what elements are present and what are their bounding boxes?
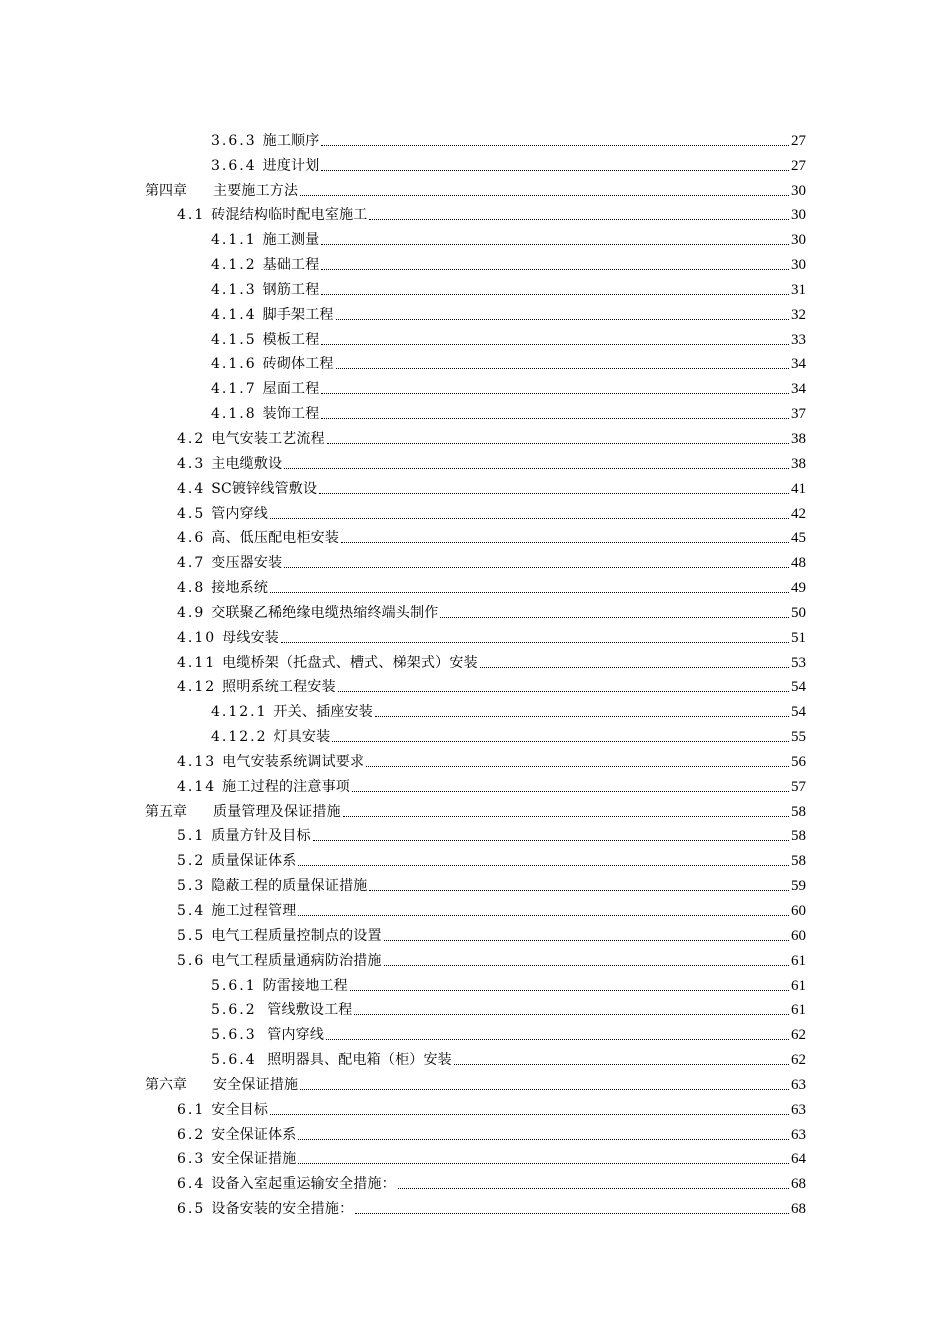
toc-entry[interactable]	[145, 249, 806, 274]
toc-dot-leader	[440, 616, 789, 618]
toc-entry-text: 砖砌体工程	[262, 356, 334, 373]
toc-page-number: 58	[791, 828, 806, 845]
toc-dot-leader	[321, 392, 789, 394]
toc-page-number: 58	[791, 853, 806, 870]
toc-entry[interactable]	[145, 945, 806, 970]
toc-dot-leader	[284, 467, 789, 469]
toc-dot-leader	[343, 815, 789, 817]
toc-dot-leader	[321, 144, 789, 146]
toc-entry-text: 变压器安装	[211, 555, 283, 572]
toc-entry-number: 4.1.1	[211, 232, 257, 249]
toc-page-number: 61	[791, 952, 806, 969]
toc-entry[interactable]	[145, 175, 806, 200]
toc-page-number: 62	[791, 1027, 806, 1044]
toc-page-number: 55	[791, 729, 806, 746]
toc-dot-leader	[336, 367, 789, 369]
toc-page-number: 63	[791, 1101, 806, 1118]
toc-entry[interactable]	[145, 324, 806, 349]
toc-page-number: 27	[791, 132, 806, 149]
toc-entry-number: 6.1	[177, 1101, 206, 1118]
toc-entry-text: 主电缆敷设	[211, 455, 283, 472]
toc-entry[interactable]	[145, 423, 806, 448]
toc-page-number: 42	[791, 505, 806, 522]
toc-entry-title	[211, 977, 348, 995]
toc-dot-leader	[326, 1038, 789, 1040]
toc-entry[interactable]	[145, 895, 806, 920]
toc-entry-title	[211, 728, 330, 746]
toc-entry-number: 6.4	[177, 1176, 206, 1193]
toc-page-number: 68	[791, 1176, 806, 1193]
toc-entry[interactable]	[145, 1019, 806, 1044]
toc-entry-text: 主要施工方法	[213, 182, 299, 199]
toc-page-number: 31	[791, 281, 806, 298]
toc-page-number: 34	[791, 381, 806, 398]
toc-entry-text: 管内穿线	[211, 505, 269, 522]
toc-page-number: 61	[791, 977, 806, 994]
toc-entry-text: 接地系统	[211, 580, 269, 597]
toc-entry-title	[177, 678, 336, 696]
toc-dot-leader	[319, 492, 789, 494]
toc-entry-text: 施工测量	[262, 232, 320, 249]
toc-entry-text: 电气工程质量通病防治措施	[211, 952, 382, 969]
toc-entry-title	[177, 554, 282, 572]
toc-page-number: 68	[791, 1201, 806, 1218]
toc-dot-leader	[313, 839, 789, 841]
toc-entry[interactable]	[145, 1069, 806, 1094]
toc-page-number: 57	[791, 778, 806, 795]
toc-entry-number: 6.2	[177, 1126, 206, 1143]
toc-page-number: 60	[791, 927, 806, 944]
toc-page-number: 51	[791, 629, 806, 646]
toc-entry-text: 开关、插座安装	[273, 704, 373, 721]
toc-entry-text: 设备入室起重运输安全措施：	[211, 1176, 396, 1193]
toc-entry-text: 质量管理及保证措施	[213, 803, 341, 820]
toc-entry-number: 第六章	[145, 1076, 187, 1093]
toc-entry-title	[177, 430, 325, 448]
toc-page-number: 41	[791, 480, 806, 497]
toc-entry[interactable]	[145, 845, 806, 870]
toc-entry-number: 6.3	[177, 1151, 206, 1168]
toc-page-number: 49	[791, 580, 806, 597]
toc-entry-number: 4.3	[177, 455, 206, 472]
toc-entry-title	[177, 529, 339, 547]
toc-entry[interactable]	[145, 970, 806, 995]
toc-entry-title	[177, 604, 438, 622]
toc-entry-title	[177, 1101, 268, 1119]
toc-entry-number: 5.6.3	[211, 1027, 257, 1044]
toc-dot-leader	[338, 690, 789, 692]
toc-dot-leader	[369, 889, 789, 891]
toc-entry[interactable]	[145, 274, 806, 299]
toc-entry-number: 4.4	[177, 480, 206, 497]
toc-entry-text: 质量方针及目标	[211, 828, 311, 845]
toc-entry-number: 4.2	[177, 430, 206, 447]
toc-entry-number: 5.3	[177, 878, 206, 895]
toc-entry[interactable]	[145, 647, 806, 672]
toc-entry-number: 4.11	[177, 654, 217, 671]
toc-entry[interactable]	[145, 398, 806, 423]
toc-dot-leader	[321, 169, 789, 171]
toc-entry-title	[177, 455, 282, 473]
toc-page-number: 30	[791, 257, 806, 274]
toc-entry-title	[211, 1026, 324, 1044]
toc-dot-leader	[298, 864, 789, 866]
toc-entry-title	[177, 505, 268, 523]
toc-entry-text: 高、低压配电柜安装	[211, 530, 340, 547]
toc-entry-number: 4.6	[177, 530, 206, 547]
toc-dot-leader	[384, 939, 789, 941]
toc-entry-number: 5.2	[177, 853, 206, 870]
toc-entry-text: 照明器具、配电箱（柜）安装	[262, 1052, 452, 1069]
toc-page-number: 50	[791, 604, 806, 621]
toc-entry-title	[177, 902, 296, 920]
toc-entry-number: 5.6.2	[211, 1002, 257, 1019]
toc-entry[interactable]	[145, 448, 806, 473]
toc-entry-text: 装饰工程	[262, 406, 320, 423]
toc-page-number: 34	[791, 356, 806, 373]
toc-entry-number: 4.1.8	[211, 406, 257, 423]
toc-entry[interactable]	[145, 1144, 806, 1169]
toc-entry-title	[211, 1001, 352, 1019]
toc-entry[interactable]	[145, 597, 806, 622]
toc-entry[interactable]	[145, 721, 806, 746]
toc-entry-number: 4.8	[177, 580, 206, 597]
toc-entry-title	[177, 778, 350, 796]
toc-entry[interactable]	[145, 1193, 806, 1218]
toc-page-number: 62	[791, 1052, 806, 1069]
toc-entry-text: 母线安装	[222, 629, 279, 646]
toc-entry[interactable]	[145, 995, 806, 1020]
toc-entry-title	[177, 753, 364, 771]
toc-entry-number: 4.10	[177, 629, 217, 646]
toc-entry-text: 管线敷设工程	[262, 1002, 353, 1019]
toc-entry[interactable]	[145, 547, 806, 572]
toc-page-number: 30	[791, 207, 806, 224]
toc-dot-leader	[281, 641, 789, 643]
toc-entry-title	[177, 1175, 396, 1193]
toc-dot-leader	[350, 989, 789, 991]
toc-entry-text: 安全目标	[211, 1101, 269, 1118]
toc-page-number: 30	[791, 232, 806, 249]
toc-entry-title	[177, 877, 367, 895]
toc-page-number: 48	[791, 555, 806, 572]
toc-entry[interactable]	[145, 696, 806, 721]
toc-entry-number: 4.13	[177, 753, 217, 770]
toc-page-number: 30	[791, 182, 806, 199]
toc-entry-title	[211, 132, 319, 150]
toc-entry[interactable]	[145, 672, 806, 697]
toc-entry[interactable]	[145, 125, 806, 150]
toc-dot-leader	[284, 566, 789, 568]
toc-entry-title	[211, 1051, 452, 1069]
toc-entry-text: 施工过程管理	[211, 903, 297, 919]
toc-entry-title	[177, 927, 382, 945]
toc-dot-leader	[332, 740, 789, 742]
toc-entry-title	[177, 1150, 296, 1168]
toc-entry-text: 安全保证措施	[213, 1076, 299, 1093]
toc-dot-leader	[355, 1212, 789, 1214]
toc-entry[interactable]	[145, 622, 806, 647]
toc-page-number: 33	[791, 331, 806, 348]
toc-entry-number: 5.4	[177, 903, 206, 919]
toc-entry-title	[177, 827, 311, 845]
toc-dot-leader	[298, 1138, 789, 1140]
toc-page-number: 63	[791, 1126, 806, 1143]
toc-entry-text: 基础工程	[262, 257, 320, 274]
toc-page-number: 54	[791, 704, 806, 721]
toc-entry-title	[177, 1126, 296, 1144]
toc-entry-text: 电缆桥架（托盘式、槽式、梯架式）安装	[222, 654, 478, 671]
toc-entry-title	[211, 231, 319, 249]
toc-page-number: 54	[791, 679, 806, 696]
toc-page-number: 56	[791, 753, 806, 770]
toc-dot-leader	[321, 417, 789, 419]
toc-dot-leader	[352, 790, 789, 792]
toc-entry-number: 第四章	[145, 182, 187, 199]
toc-entry-number: 第五章	[145, 803, 187, 820]
toc-dot-leader	[298, 1162, 789, 1164]
toc-page-number: 38	[791, 455, 806, 472]
toc-entry-text: 施工顺序	[262, 132, 320, 149]
toc-entry-title	[177, 629, 279, 647]
toc-entry-title	[177, 654, 478, 672]
toc-entry-title	[211, 157, 319, 175]
toc-entry-number: 4.1.7	[211, 381, 257, 398]
toc-dot-leader	[480, 666, 789, 668]
toc-entry-title	[211, 331, 319, 349]
toc-dot-leader	[336, 318, 789, 320]
toc-entry-text: 砖混结构临时配电室施工	[211, 207, 368, 224]
toc-entry-text: 设备安装的安全措施：	[211, 1201, 354, 1218]
toc-entry[interactable]	[145, 920, 806, 945]
toc-dot-leader	[321, 268, 789, 270]
toc-dot-leader	[300, 1088, 789, 1090]
toc-entry[interactable]	[145, 349, 806, 374]
toc-page-number: 38	[791, 430, 806, 447]
toc-entry-number: 4.12	[177, 679, 217, 696]
toc-entry-text: SC镀锌线管敷设	[211, 480, 318, 497]
toc-entry[interactable]	[145, 473, 806, 498]
toc-entry-number: 5.5	[177, 927, 206, 944]
toc-entry[interactable]	[145, 200, 806, 225]
toc-entry[interactable]	[145, 299, 806, 324]
toc-entry[interactable]	[145, 870, 806, 895]
toc-dot-leader	[369, 218, 789, 220]
toc-entry-title	[145, 182, 298, 200]
toc-dot-leader	[321, 293, 789, 295]
toc-entry-text: 电气安装工艺流程	[211, 430, 325, 447]
toc-page-number: 60	[791, 903, 806, 919]
toc-dot-leader	[270, 517, 789, 519]
toc-dot-leader	[454, 1063, 789, 1065]
toc-page-number: 59	[791, 878, 806, 895]
toc-entry-title	[211, 256, 319, 274]
toc-entry-text: 隐蔽工程的质量保证措施	[211, 878, 368, 895]
toc-dot-leader	[341, 541, 789, 543]
toc-entry-text: 管内穿线	[262, 1027, 325, 1044]
toc-page-number: 45	[791, 530, 806, 547]
toc-entry-title	[177, 952, 382, 970]
toc-entry[interactable]	[145, 523, 806, 548]
toc-page-number: 64	[791, 1151, 806, 1168]
toc-entry-text: 安全保证体系	[211, 1126, 297, 1143]
toc-dot-leader	[300, 194, 789, 196]
toc-page-number: 53	[791, 654, 806, 671]
toc-entry-text: 进度计划	[262, 157, 320, 174]
toc-entry-number: 4.1.4	[211, 306, 257, 323]
toc-entry[interactable]	[145, 498, 806, 523]
toc-entry-text: 安全保证措施	[211, 1151, 297, 1168]
toc-entry-text: 电气安装系统调试要求	[222, 753, 365, 770]
toc-entry-number: 4.5	[177, 505, 206, 522]
toc-entry-number: 5.1	[177, 828, 206, 845]
toc-page-number: 27	[791, 157, 806, 174]
toc-entry[interactable]	[145, 1119, 806, 1144]
toc-dot-leader	[384, 964, 789, 966]
toc-entry-number: 4.12.2	[211, 729, 268, 746]
toc-dot-leader	[366, 765, 789, 767]
toc-entry-text: 防雷接地工程	[262, 977, 348, 994]
toc-entry-number: 4.1.6	[211, 356, 257, 373]
toc-entry-number: 4.12.1	[211, 704, 268, 721]
toc-dot-leader	[298, 914, 789, 916]
toc-entry-number: 4.14	[177, 778, 217, 795]
toc-entry-text: 交联聚乙稀绝缘电缆热缩终端头制作	[211, 604, 439, 621]
toc-entry[interactable]	[145, 1044, 806, 1069]
toc-entry-number: 4.9	[177, 604, 206, 621]
toc-dot-leader	[327, 442, 789, 444]
toc-entry-title	[211, 380, 319, 398]
toc-entry-title	[145, 803, 341, 821]
toc-entry-text: 质量保证体系	[211, 853, 297, 870]
toc-entry-text: 电气工程质量控制点的设置	[211, 927, 382, 944]
toc-entry[interactable]	[145, 373, 806, 398]
toc-page-number: 61	[791, 1002, 806, 1019]
toc-entry-number: 4.1	[177, 207, 206, 224]
toc-entry-text: 施工过程的注意事项	[222, 778, 350, 795]
toc-dot-leader	[375, 715, 789, 717]
toc-entry-title	[211, 355, 334, 373]
toc-entry-number: 3.6.3	[211, 132, 257, 149]
toc-entry[interactable]	[145, 821, 806, 846]
toc-dot-leader	[354, 1013, 789, 1015]
toc-entry-title	[177, 852, 296, 870]
toc-entry-number: 4.1.3	[211, 281, 257, 298]
toc-entry-number: 3.6.4	[211, 157, 257, 174]
toc-entry-title	[177, 579, 268, 597]
toc-entry[interactable]	[145, 746, 806, 771]
toc-entry[interactable]	[145, 224, 806, 249]
toc-dot-leader	[321, 243, 789, 245]
toc-entry-title	[177, 1200, 353, 1218]
toc-page-number: 58	[791, 803, 806, 820]
toc-entry[interactable]	[145, 150, 806, 175]
toc-entry-title	[211, 703, 373, 721]
toc-dot-leader	[270, 1113, 789, 1115]
toc-entry[interactable]	[145, 1094, 806, 1119]
toc-entry-title	[145, 1076, 298, 1094]
toc-entry-title	[177, 206, 367, 224]
toc-entry-title	[211, 306, 334, 324]
toc-dot-leader	[398, 1187, 789, 1189]
toc-entry-title	[211, 405, 319, 423]
toc-page-number: 37	[791, 406, 806, 423]
toc-entry-text: 照明系统工程安装	[222, 679, 336, 696]
toc-dot-leader	[270, 591, 789, 593]
toc-entry[interactable]	[145, 1168, 806, 1193]
toc-entry-number: 4.1.5	[211, 331, 257, 348]
toc-entry-number: 4.7	[177, 555, 206, 572]
toc-entry-number: 5.6.1	[211, 977, 257, 994]
toc-entry-text: 灯具安装	[273, 729, 331, 746]
toc-entry[interactable]	[145, 771, 806, 796]
toc-page-number: 63	[791, 1076, 806, 1093]
toc-entry[interactable]	[145, 796, 806, 821]
table-of-contents	[145, 125, 806, 1218]
toc-entry-text: 钢筋工程	[262, 281, 320, 298]
toc-entry-text: 模板工程	[262, 331, 320, 348]
toc-dot-leader	[321, 343, 789, 345]
toc-page-number: 32	[791, 306, 806, 323]
toc-entry-number: 6.5	[177, 1201, 206, 1218]
toc-entry-text: 屋面工程	[262, 381, 320, 398]
toc-entry-number: 5.6.4	[211, 1052, 257, 1069]
toc-entry-number: 5.6	[177, 952, 206, 969]
toc-entry-number: 4.1.2	[211, 257, 257, 274]
toc-entry-text: 脚手架工程	[262, 306, 334, 323]
toc-entry-title	[211, 281, 319, 299]
toc-entry[interactable]	[145, 572, 806, 597]
toc-entry-title	[177, 480, 317, 498]
